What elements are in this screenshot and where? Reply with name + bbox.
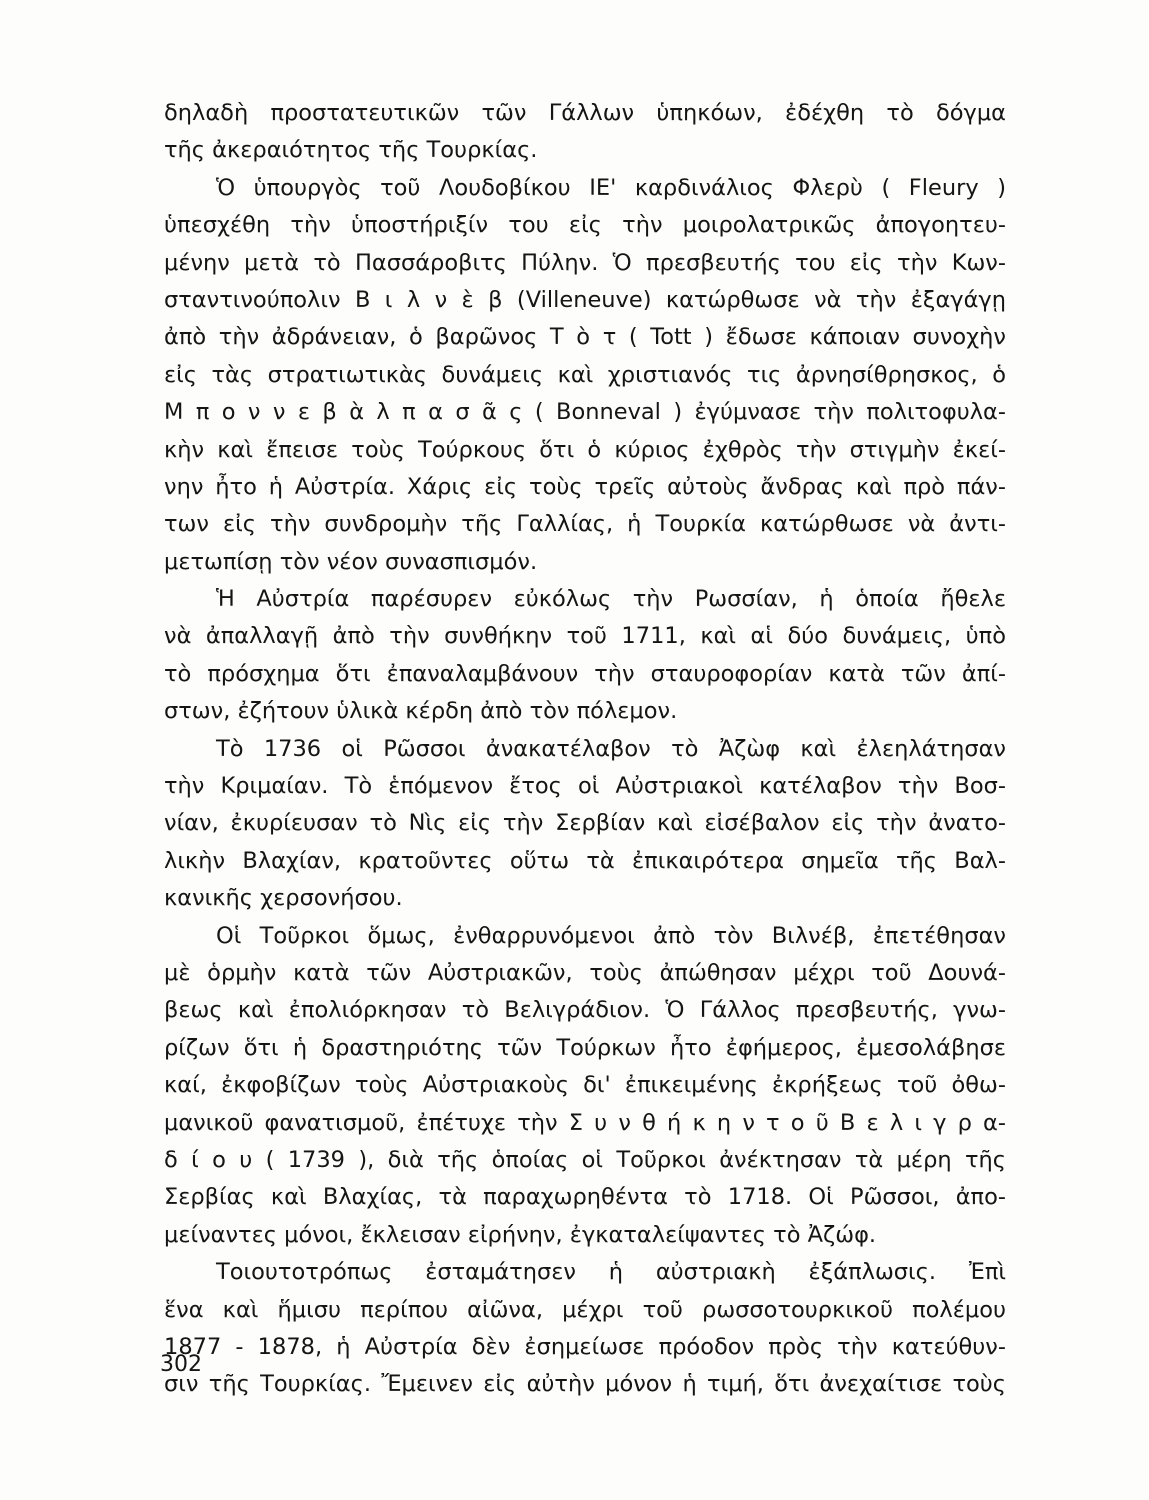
text-line: μετωπίσῃ τὸν νέον συνασπισμόν.: [164, 548, 538, 575]
text-line: μὲ ὁρμὴν κατὰ τῶν Αὐστριακῶν, τοὺς ἀπώθησαν μέχρι τοῦ Δουνά-: [164, 959, 1006, 986]
text-line: τὴν Κριμαίαν. Τὸ ἑπόμενον ἔτος οἱ Αὐστριακοὶ κατέλαβον τὴν Βοσ-: [164, 773, 1006, 800]
text-line: ἕνα καὶ ἥμισυ περίπου αἰῶνα, μέχρι τοῦ ρωσσοτουρκικοῦ πολέμου: [164, 1296, 1006, 1323]
text-line: ρίζων ὅτι ἡ δραστηριότης τῶν Τούρκων ἦτο ἐφήμερος, ἐμεσολάβησε: [164, 1034, 1006, 1061]
text-line: καί, ἐκφοβίζων τοὺς Αὐστριακοὺς δι' ἐπικειμένης ἐκρήξεως τοῦ ὀθω-: [164, 1072, 1006, 1099]
text-line: στων, ἐζήτουν ὑλικὰ κέρδη ἀπὸ τὸν πόλεμον.: [164, 698, 678, 725]
text-line: λικὴν Βλαχίαν, κρατοῦντες οὕτω τὰ ἐπικαιρότερα σημεῖα τῆς Βαλ-: [164, 847, 1006, 874]
text-line: κὴν καὶ ἔπεισε τοὺς Τούρκους ὅτι ὁ κύριος ἐχθρὸς τὴν στιγμὴν ἐκεί-: [164, 436, 1006, 463]
text-line: σιν τῆς Τουρκίας. Ἔμεινεν εἰς αὐτὴν μόνον ἡ τιμή, ὅτι ἀνεχαίτισε τοὺς: [164, 1371, 1006, 1398]
text-line: Ἡ Αὐστρία παρέσυρεν εὐκόλως τὴν Ρωσσίαν, ἡ ὁποία ἤθελε: [216, 586, 1006, 613]
text-line: νην ἦτο ἡ Αὐστρία. Χάρις εἰς τοὺς τρεῖς αὐτοὺς ἄνδρας καὶ πρὸ πάν-: [164, 473, 1006, 500]
text-line: των εἰς τὴν συνδρομὴν τῆς Γαλλίας, ἡ Τουρκία κατώρθωσε νὰ ἀντι-: [164, 511, 1006, 538]
text-line: Τοιουτοτρόπως ἐσταμάτησεν ἡ αὐστριακὴ ἐξάπλωσις. Ἐπὶ: [216, 1259, 1006, 1286]
text-line: βεως καὶ ἐπολιόρκησαν τὸ Βελιγράδιον. Ὁ Γάλλος πρεσβευτής, γνω-: [164, 997, 1006, 1024]
text-line: δηλαδὴ προστατευτικῶν τῶν Γάλλων ὑπηκόων, ἐδέχθη τὸ δόγμα: [164, 100, 1006, 126]
text-line: Μ π ο ν ν ε β ὰ λ π α σ ᾶ ς ( Bonneval ) ἐγύμνασε τὴν πολιτοφυλα-: [164, 399, 1006, 426]
text-line: τὸ πρόσχημα ὅτι ἐπαναλαμβάνουν τὴν σταυροφορίαν κατὰ τῶν ἀπί-: [164, 660, 1006, 687]
text-line: Τὸ 1736 οἱ Ρῶσσοι ἀνακατέλαβον τὸ Ἀζὼφ καὶ ἐλεηλάτησαν: [216, 735, 1006, 762]
text-line: ἀπὸ τὴν ἀδράνειαν, ὁ βαρῶνος Τ ὸ τ ( Tott ) ἔδωσε κάποιαν συνοχὴν: [164, 324, 1006, 351]
text-line: νίαν, ἐκυρίευσαν τὸ Νὶς εἰς τὴν Σερβίαν καὶ εἰσέβαλον εἰς τὴν ἀνατο-: [164, 810, 1006, 837]
text-line: ὑπεσχέθη τὴν ὑποστήριξίν του εἰς τὴν μοιρολατρικῶς ἀπογοητευ-: [164, 212, 1006, 239]
text-line: μένην μετὰ τὸ Πασσάροβιτς Πύλην. Ὁ πρεσβευτής του εἰς τὴν Κων-: [164, 249, 1006, 276]
text-line: Ὁ ὑπουργὸς τοῦ Λουδοβίκου ΙΕ' καρδινάλιος Φλερὺ ( Fleury ): [216, 174, 1006, 201]
text-line: κανικῆς χερσονήσου.: [164, 885, 403, 912]
text-line: μείναντες μόνοι, ἔκλεισαν εἰρήνην, ἐγκαταλείψαντες τὸ Ἀζώφ.: [164, 1221, 877, 1248]
page-number: 302: [160, 1352, 202, 1377]
text-line: τῆς ἀκεραιότητος τῆς Τουρκίας.: [164, 137, 538, 164]
text-line: δ ί ο υ ( 1739 ), διὰ τῆς ὁποίας οἱ Τοῦρκοι ἀνέκτησαν τὰ μέρη τῆς: [164, 1146, 1006, 1173]
text-line: 1877 - 1878, ἡ Αὐστρία δὲν ἐσημείωσε πρόοδον πρὸς τὴν κατεύθυν-: [164, 1333, 1006, 1360]
text-line: σταντινούπολιν Β ι λ ν ὲ β (Villeneuve) κατώρθωσε νὰ τὴν ἐξαγάγῃ: [164, 286, 1006, 313]
text-line: Οἱ Τοῦρκοι ὅμως, ἐνθαρρυνόμενοι ἀπὸ τὸν Βιλνέβ, ἐπετέθησαν: [216, 922, 1006, 949]
body-text: [164, 95, 1006, 1404]
text-line: νὰ ἀπαλλαγῇ ἀπὸ τὴν συνθήκην τοῦ 1711, καὶ αἱ δύο δυνάμεις, ὑπὸ: [164, 623, 1006, 650]
text-line: μανικοῦ φανατισμοῦ, ἐπέτυχε τὴν Σ υ ν θ ή κ η ν τ ο ῦ Β ε λ ι γ ρ α-: [164, 1109, 1006, 1136]
text-line: εἰς τὰς στρατιωτικὰς δυνάμεις καὶ χριστιανός τις ἀρνησίθρησκος, ὁ: [164, 361, 1006, 388]
text-line: Σερβίας καὶ Βλαχίας, τὰ παραχωρηθέντα τὸ 1718. Οἱ Ρῶσσοι, ἀπο-: [164, 1184, 1006, 1211]
